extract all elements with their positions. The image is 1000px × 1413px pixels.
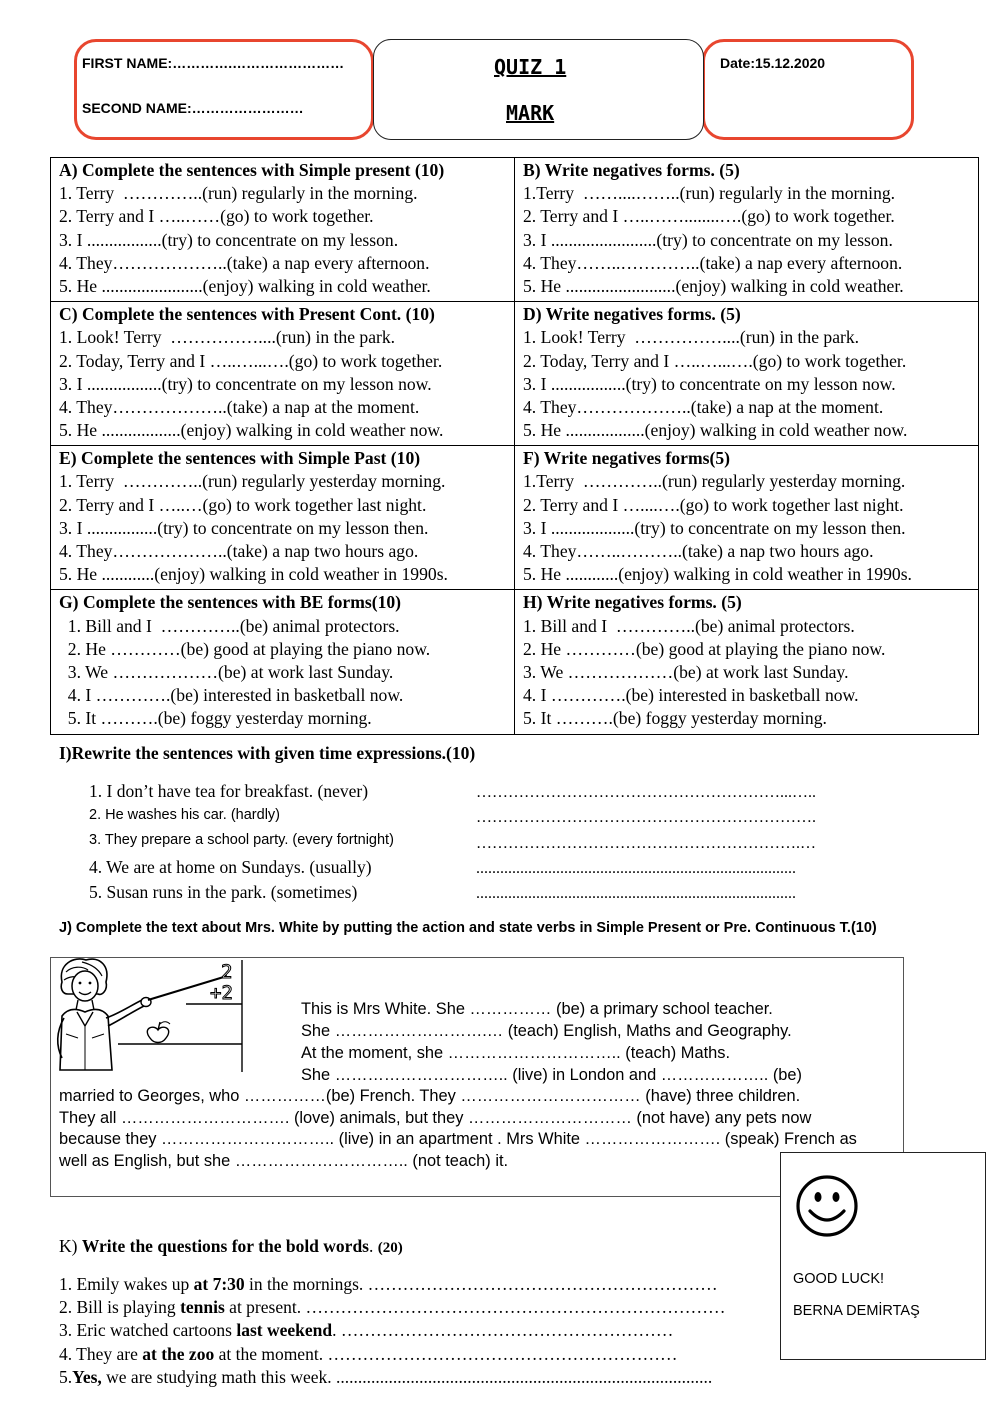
- section-k-title: K) Write the questions for the bold words. (20): [59, 1236, 403, 1256]
- section-i-item: 4. We are at home on Sundays. (usually): [89, 857, 372, 877]
- exercise-title: A) Complete the sentences with Simple present (10): [59, 160, 445, 180]
- exercise-cell: [51, 302, 515, 446]
- grid-row: [51, 590, 979, 734]
- exercise-sentence[interactable]: 5. He .......................(enjoy) walking in cold weather.: [59, 275, 431, 296]
- exercise-sentence[interactable]: 5. He .........................(enjoy) walking in cold weather.: [523, 275, 904, 296]
- exercise-sentence[interactable]: 4. I ………….(be) interested in basketball now.: [523, 685, 859, 706]
- exercise-sentence[interactable]: 5. It ……….(be) foggy yesterday morning.: [59, 708, 372, 729]
- section-i-item: 3. They prepare a school party. (every fortnight): [89, 832, 394, 848]
- answer-line[interactable]: ……………………………………………………….: [476, 809, 816, 826]
- exercise-sentence[interactable]: 2. Terry and I …....….(go) to work together last night.: [523, 494, 904, 515]
- exercise-sentence[interactable]: 4. They……..…………..(take) a nap every afternoon.: [523, 252, 903, 273]
- exercise-title: F) Write negatives forms(5): [523, 448, 730, 469]
- exercise-sentence[interactable]: 5. He ............(enjoy) walking in cold weather in 1990s.: [59, 564, 448, 585]
- exercise-sentence[interactable]: 2. Today, Terry and I …..…...….(go) to work together.: [523, 350, 907, 371]
- exercise-cell: [51, 446, 515, 590]
- exercise-cell: [515, 158, 979, 302]
- section-j-line: They all …………………………. (love) animals, but they ………………………… (not have) any pets now: [59, 1109, 812, 1127]
- section-k-item: 4. They are at the zoo at the moment. ……………………………………………………: [59, 1344, 678, 1364]
- exercise-sentence[interactable]: 4. I ………….(be) interested in basketball now.: [59, 685, 404, 706]
- exercise-sentence[interactable]: 4. They………………..(take) a nap at the moment.: [59, 396, 420, 417]
- smiley-face-icon: [794, 1173, 860, 1239]
- section-k-item: 3. Eric watched cartoons last weekend. …………………………………………………: [59, 1320, 674, 1340]
- exercise-sentence[interactable]: 1. Look! Terry ……………....(run) in the park.: [523, 327, 860, 348]
- exercise-sentence[interactable]: 4. They………………..(take) a nap at the moment.: [523, 396, 884, 417]
- section-j-line: This is Mrs White. She …………… (be) a primary school teacher.: [301, 1000, 773, 1018]
- answer-line[interactable]: …………………………………………………...…..: [476, 784, 816, 801]
- section-j-title: J) Complete the text about Mrs. White by putting the action and state verbs in Simple Present or Pre. Continuous T.(10): [59, 920, 877, 936]
- mark-label: MARK: [506, 101, 555, 125]
- exercise-sentence[interactable]: 5. He ..................(enjoy) walking in cold weather now.: [523, 420, 908, 441]
- grid-row: [51, 302, 979, 446]
- section-k-item: 5.Yes, we are studying math this week. ......................................................................................: [59, 1367, 713, 1387]
- grid-row: [51, 158, 979, 302]
- exercise-sentence[interactable]: 1. Bill and I …………..(be) animal protectors.: [59, 615, 400, 636]
- exercise-sentence[interactable]: 3. We ………………(be) at work last Sunday.: [59, 661, 394, 682]
- section-j-line: well as English, but she ………………………….. (not teach) it.: [59, 1152, 509, 1170]
- section-j-line: At the moment, she ………………………….. (teach) Maths.: [301, 1044, 730, 1062]
- quiz-title: QUIZ 1: [494, 55, 567, 79]
- exercise-sentence[interactable]: 3. I .................(try) to concentrate on my lesson now.: [523, 373, 896, 394]
- exercise-sentence[interactable]: 4. They………………..(take) a nap every afternoon.: [59, 252, 430, 273]
- section-k-item: 2. Bill is playing tennis at present. ………………………………………………………………: [59, 1297, 726, 1317]
- exercise-sentence[interactable]: 2. He …………(be) good at playing the piano now.: [59, 638, 431, 659]
- board-digit: 2: [221, 961, 233, 983]
- exercise-sentence[interactable]: 3. We ………………(be) at work last Sunday.: [523, 661, 849, 682]
- exercise-cell: [51, 158, 515, 302]
- exercise-cell: [515, 302, 979, 446]
- exercise-title: D) Write negatives forms. (5): [523, 304, 741, 325]
- exercise-sentence[interactable]: 1.Terry …………..(run) regularly yesterday morning.: [523, 471, 906, 492]
- exercise-grid: [50, 157, 979, 735]
- second-name-field: SECOND NAME:……………………: [82, 100, 304, 116]
- good-luck-text: GOOD LUCK!: [793, 1271, 885, 1287]
- exercise-sentence[interactable]: 4. They……..………..(take) a nap two hours ago.: [523, 541, 874, 561]
- good-luck-box: [780, 1152, 986, 1360]
- exercise-cell: [515, 590, 979, 734]
- answer-line[interactable]: ................................................................................: [476, 860, 796, 877]
- board-digit: +2: [210, 982, 233, 1004]
- exercise-cell: [515, 446, 979, 590]
- exercise-sentence[interactable]: 3. I ........................(try) to concentrate on my lesson.: [523, 229, 893, 250]
- exercise-title: B) Write negatives forms. (5): [523, 160, 740, 180]
- exercise-sentence[interactable]: 1. Terry …………..(run) regularly in the morning.: [59, 183, 418, 204]
- exercise-sentence[interactable]: 5. It ……….(be) foggy yesterday morning.: [523, 708, 827, 729]
- answer-line[interactable]: ................................................................................: [476, 885, 796, 902]
- exercise-sentence[interactable]: 3. I ...................(try) to concentrate on my lesson then.: [523, 517, 906, 538]
- exercise-sentence[interactable]: 3. I .................(try) to concentrate on my lesson now.: [59, 373, 432, 394]
- section-k-item: 1. Emily wakes up at 7:30 in the mornings. ……………………………………………………: [59, 1274, 718, 1294]
- section-j-line: She ………………………….. (live) in London and ……………….. (be): [301, 1066, 802, 1084]
- exercise-title: G) Complete the sentences with BE forms(10): [59, 592, 402, 613]
- exercise-sentence[interactable]: 1.Terry ……....……..(run) regularly in the morning.: [523, 183, 896, 204]
- exercise-sentence[interactable]: 3. I ................(try) to concentrate on my lesson then.: [59, 517, 429, 538]
- grid-row: [51, 446, 979, 590]
- section-j-line: because they ………………………….. (live) in an apartment . Mrs White ……………………. (speak) French as: [59, 1130, 857, 1148]
- exercise-sentence[interactable]: 4. They………………..(take) a nap two hours ago.: [59, 541, 419, 561]
- section-j-line: She ……………………….… (teach) English, Maths and Geography.: [301, 1022, 792, 1040]
- exercise-sentence[interactable]: 2. Terry and I …..…(go) to work together last night.: [59, 494, 427, 515]
- exercise-sentence[interactable]: 2. Terry and I …..……........….(go) to work together.: [523, 206, 895, 227]
- first-name-field: FIRST NAME:………….……………………: [82, 55, 345, 71]
- exercise-sentence[interactable]: 5. He ..................(enjoy) walking in cold weather now.: [59, 420, 444, 441]
- section-j-line: married to Georges, who ……………(be) French. They …………………………… (have) three children.: [59, 1087, 801, 1105]
- exercise-sentence[interactable]: 5. He ............(enjoy) walking in cold weather in 1990s.: [523, 564, 912, 585]
- teacher-pointing-at-board-illustration: [52, 954, 247, 1072]
- exercise-title: E) Complete the sentences with Simple Past (10): [59, 448, 421, 469]
- exercise-title: C) Complete the sentences with Present Cont. (10): [59, 304, 435, 325]
- exercise-sentence[interactable]: 3. I .................(try) to concentrate on my lesson.: [59, 229, 399, 250]
- teacher-name: BERNA DEMİRTAŞ: [793, 1303, 920, 1319]
- exercise-sentence[interactable]: 2. Today, Terry and I …..…...….(go) to work together.: [59, 350, 443, 371]
- section-i-item: 1. I don’t have tea for breakfast. (never): [89, 781, 369, 801]
- date-label: Date:15.12.2020: [720, 55, 826, 71]
- section-i-item: 5. Susan runs in the park. (sometimes): [89, 882, 358, 902]
- exercise-sentence[interactable]: 1. Terry …………..(run) regularly yesterday morning.: [59, 471, 446, 492]
- answer-line[interactable]: …………………………………………………….…: [476, 835, 816, 852]
- exercise-sentence[interactable]: 1. Bill and I …………..(be) animal protectors.: [523, 615, 855, 636]
- exercise-cell: [51, 590, 515, 734]
- exercise-title: H) Write negatives forms. (5): [523, 592, 742, 613]
- exercise-sentence[interactable]: 2. He …………(be) good at playing the piano now.: [523, 638, 886, 659]
- section-i-item: 2. He washes his car. (hardly): [89, 807, 280, 823]
- exercise-sentence[interactable]: 2. Terry and I …..……(go) to work together.: [59, 206, 374, 227]
- exercise-sentence[interactable]: 1. Look! Terry ……………....(run) in the park.: [59, 327, 396, 348]
- section-i-title: I)Rewrite the sentences with given time expressions.(10): [59, 743, 476, 763]
